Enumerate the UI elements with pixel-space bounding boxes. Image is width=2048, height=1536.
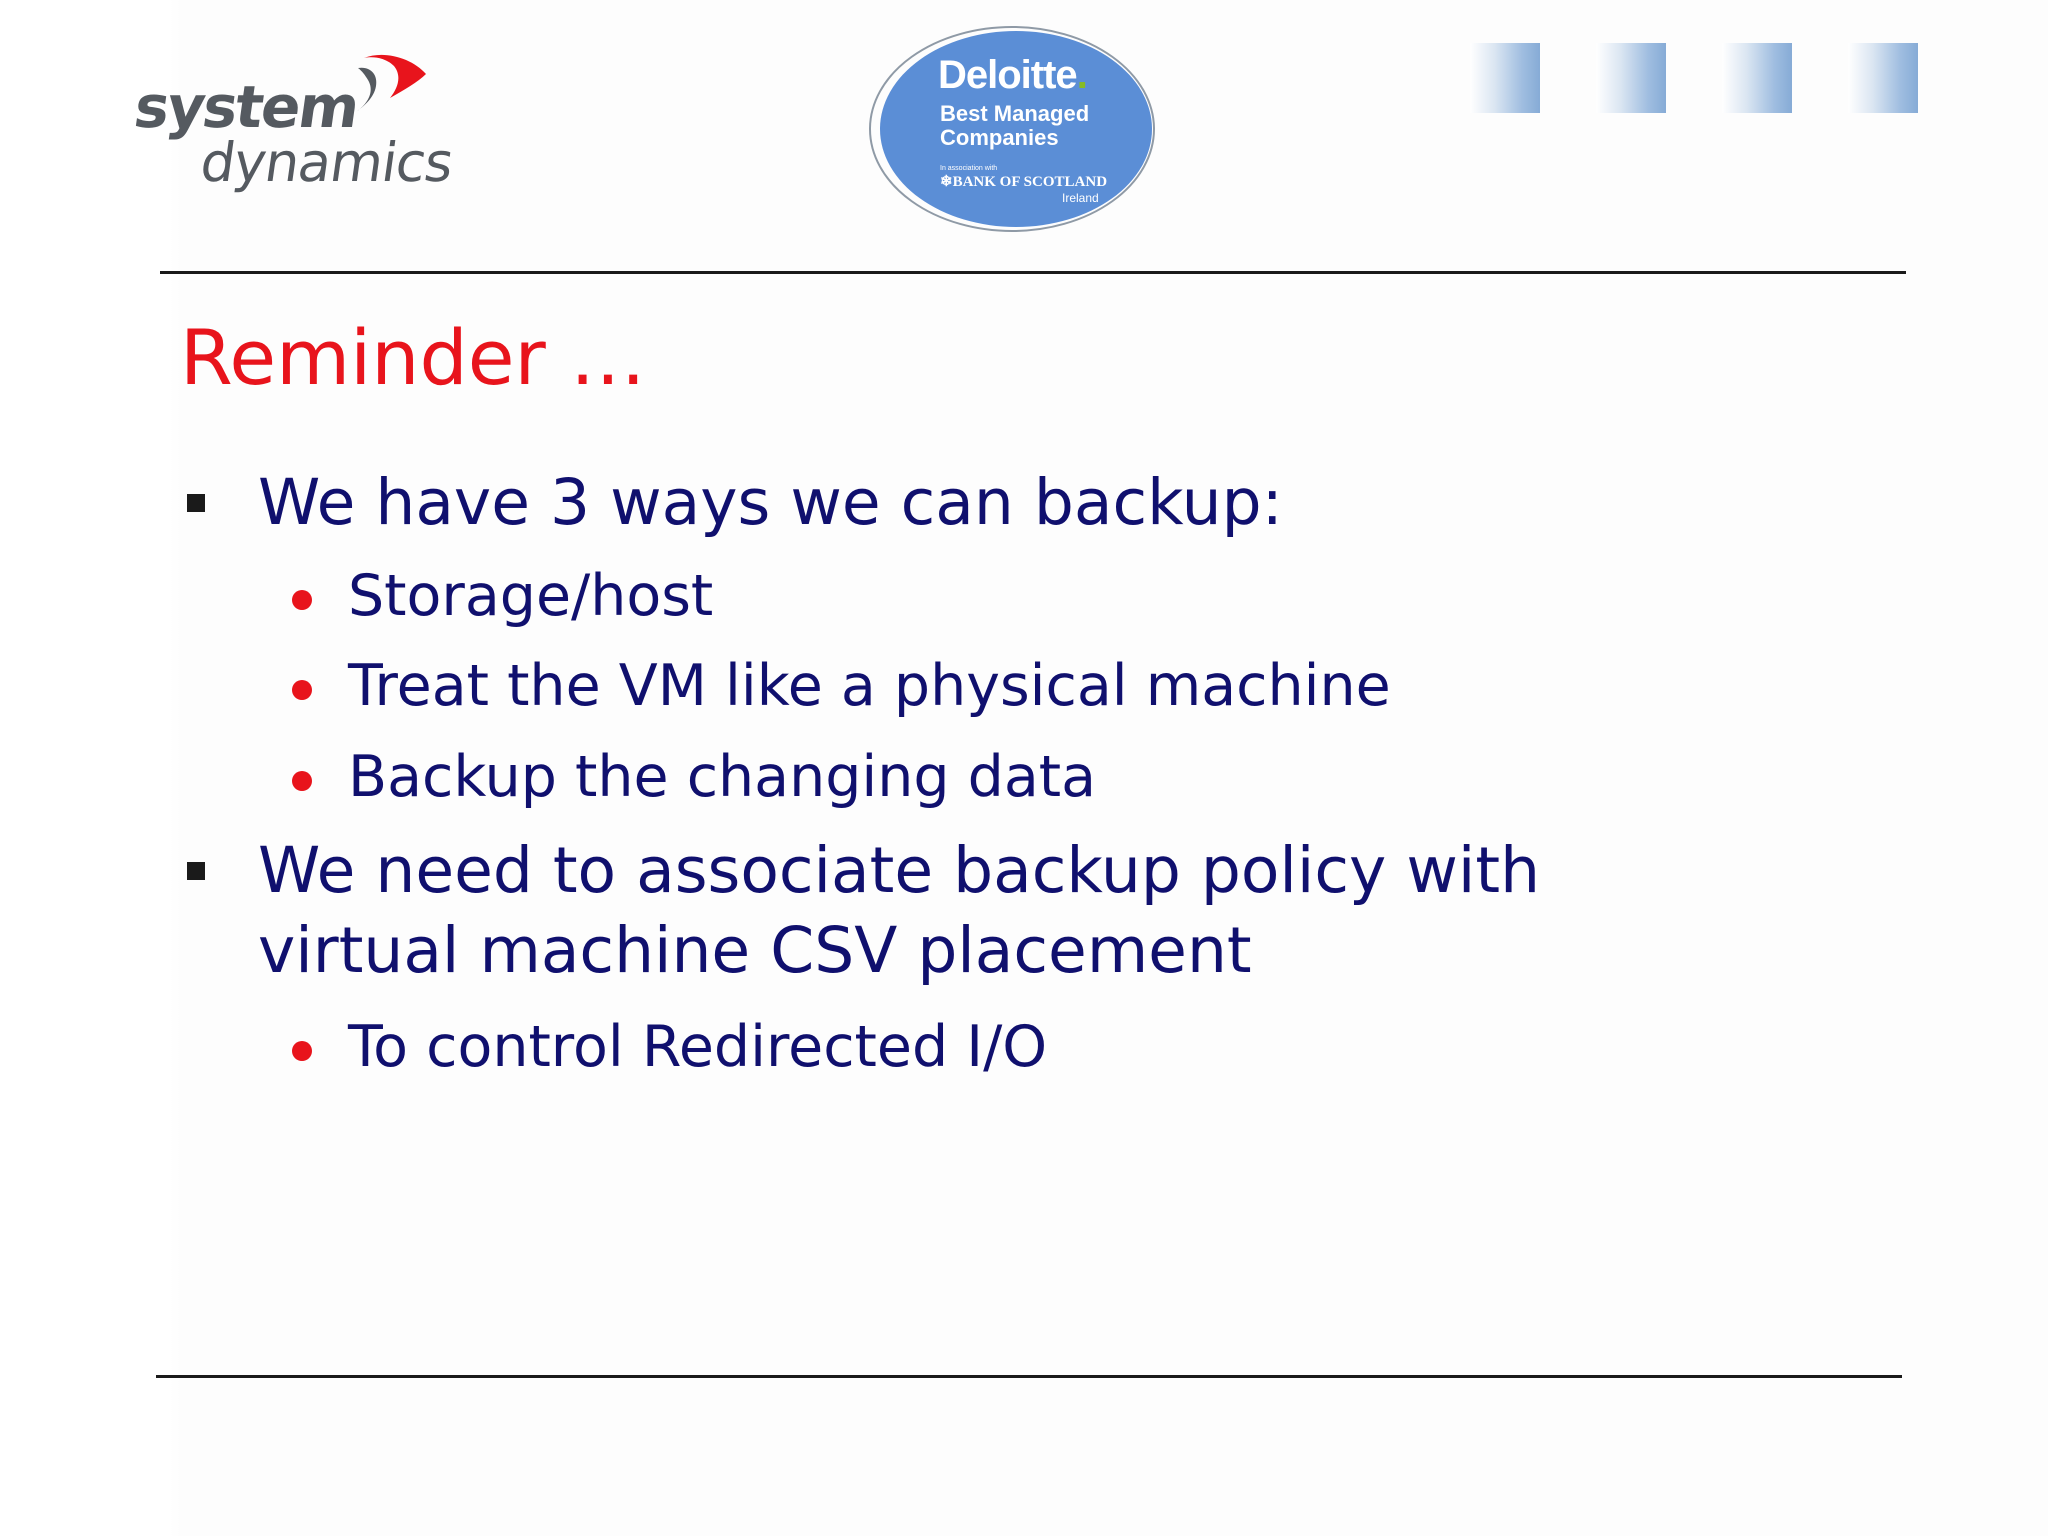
system-dynamics-logo — [130, 50, 457, 210]
bullet-square-marker — [187, 862, 205, 880]
badge-line-2: Companies — [940, 125, 1059, 150]
badge-association: In association with — [940, 165, 998, 172]
sub-bullet-dot — [292, 680, 312, 700]
header-divider — [160, 271, 1906, 274]
footer-divider — [156, 1375, 1902, 1378]
sub-bullet-dot — [292, 590, 312, 610]
bullet-2-line-1: We need to associate backup policy with — [258, 834, 1541, 907]
badge-line-1: Best Managed — [940, 101, 1090, 126]
decor-square-1 — [1470, 43, 1540, 113]
decor-square-2 — [1596, 43, 1666, 113]
logo-swoosh-icon — [350, 52, 430, 122]
bullet-1-sub-2: Treat the VM like a physical machine — [348, 653, 1391, 719]
slide-title: Reminder … — [180, 313, 646, 402]
badge-bank: ❄BANK OF SCOTLAND — [940, 174, 1108, 190]
bullet-2-line-2: virtual machine CSV placement — [258, 914, 1252, 987]
bullet-1-sub-1: Storage/host — [348, 563, 714, 629]
logo-word-system: system — [130, 73, 363, 141]
sub-bullet-dot — [292, 1041, 312, 1061]
bullet-2-sub-1: To control Redirected I/O — [348, 1014, 1048, 1080]
badge-brand: Deloitte. — [938, 53, 1087, 97]
decor-square-4 — [1848, 43, 1918, 113]
sub-bullet-dot — [292, 771, 312, 791]
bullet-square-marker — [187, 494, 205, 512]
badge-region: Ireland — [1062, 191, 1099, 205]
bullet-1-sub-3: Backup the changing data — [348, 744, 1097, 810]
decor-square-3 — [1722, 43, 1792, 113]
bullet-1-text: We have 3 ways we can backup: — [258, 466, 1283, 539]
logo-word-dynamics: dynamics — [196, 131, 457, 194]
deloitte-badge — [862, 25, 1156, 235]
